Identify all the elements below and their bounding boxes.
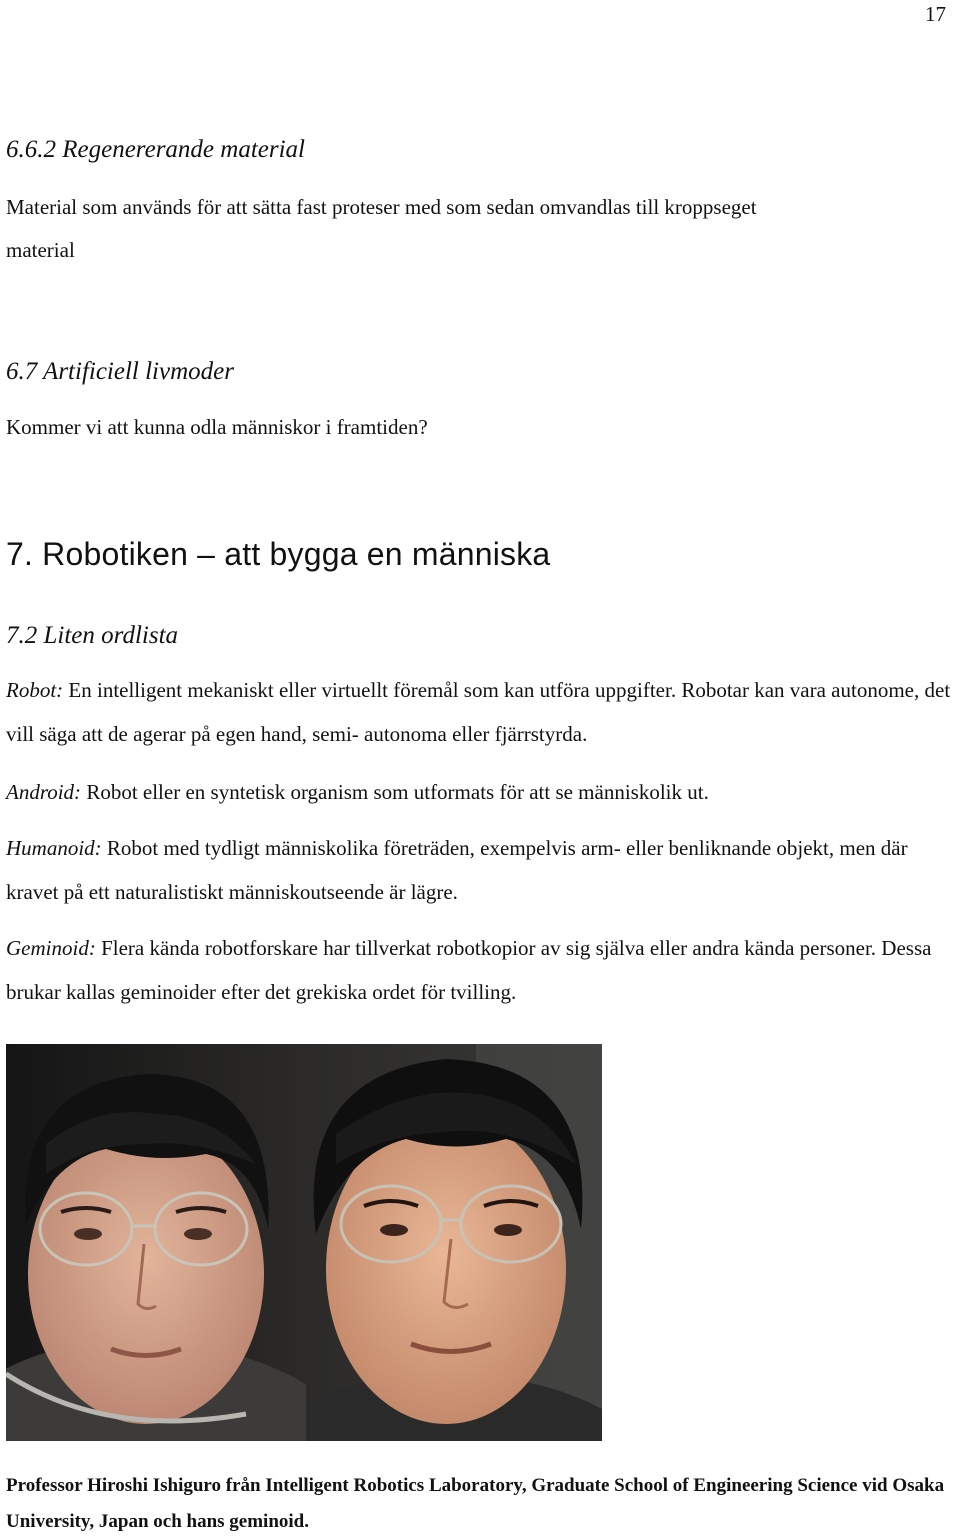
portrait-photo <box>6 1044 602 1441</box>
glossary-term: Humanoid: <box>6 836 102 860</box>
page-number: 17 <box>925 2 946 26</box>
glossary-definition: Robot med tydligt människolika företräden, exempelvis arm- eller benliknande objekt, men där kravet på ett naturalistiskt människoutseende är lägre. <box>6 836 908 904</box>
glossary-entry-geminoid <box>6 926 958 1014</box>
glossary-term: Geminoid: <box>6 936 96 960</box>
section-text-regenererande-line2: material <box>6 238 75 262</box>
glossary-entry-humanoid <box>6 826 958 914</box>
portrait-illustration <box>6 1044 602 1441</box>
glossary-entry-android <box>6 770 958 814</box>
section-text-livmoder: Kommer vi att kunna odla människor i framtiden? <box>6 415 428 439</box>
section-heading-ordlista: 7.2 Liten ordlista <box>6 622 179 649</box>
chapter-heading-robotiken: 7. Robotiken – att bygga en människa <box>6 536 551 572</box>
glossary-definition: En intelligent mekaniskt eller virtuellt föremål som kan utföra uppgifter. Robotar kan vara autonome, det vill säga att de agerar på egen hand, semi- autonoma eller fjärrstyrda. <box>6 678 951 746</box>
section-text-regenererande-line1: Material som används för att sätta fast proteser med som sedan omvandlas till kroppseget <box>6 195 757 219</box>
glossary-term: Robot: <box>6 678 64 702</box>
figure-caption: Professor Hiroshi Ishiguro från Intelligent Robotics Laboratory, Graduate School of Engineering Science vid Osaka University, Japan och hans geminoid. <box>6 1475 945 1532</box>
glossary-entry-robot <box>6 668 958 756</box>
glossary-definition: Flera kända robotforskare har tillverkat robotkopior av sig själva eller andra kända personer. Dessa brukar kallas geminoider efter det grekiska ordet för tvilling. <box>6 936 932 1004</box>
section-heading-livmoder: 6.7 Artificiell livmoder <box>6 358 234 385</box>
section-heading-regenererande: 6.6.2 Regenererande material <box>6 136 305 163</box>
glossary-term: Android: <box>6 780 82 804</box>
glossary-definition: Robot eller en syntetisk organism som utformats för att se människolik ut. <box>81 780 709 804</box>
